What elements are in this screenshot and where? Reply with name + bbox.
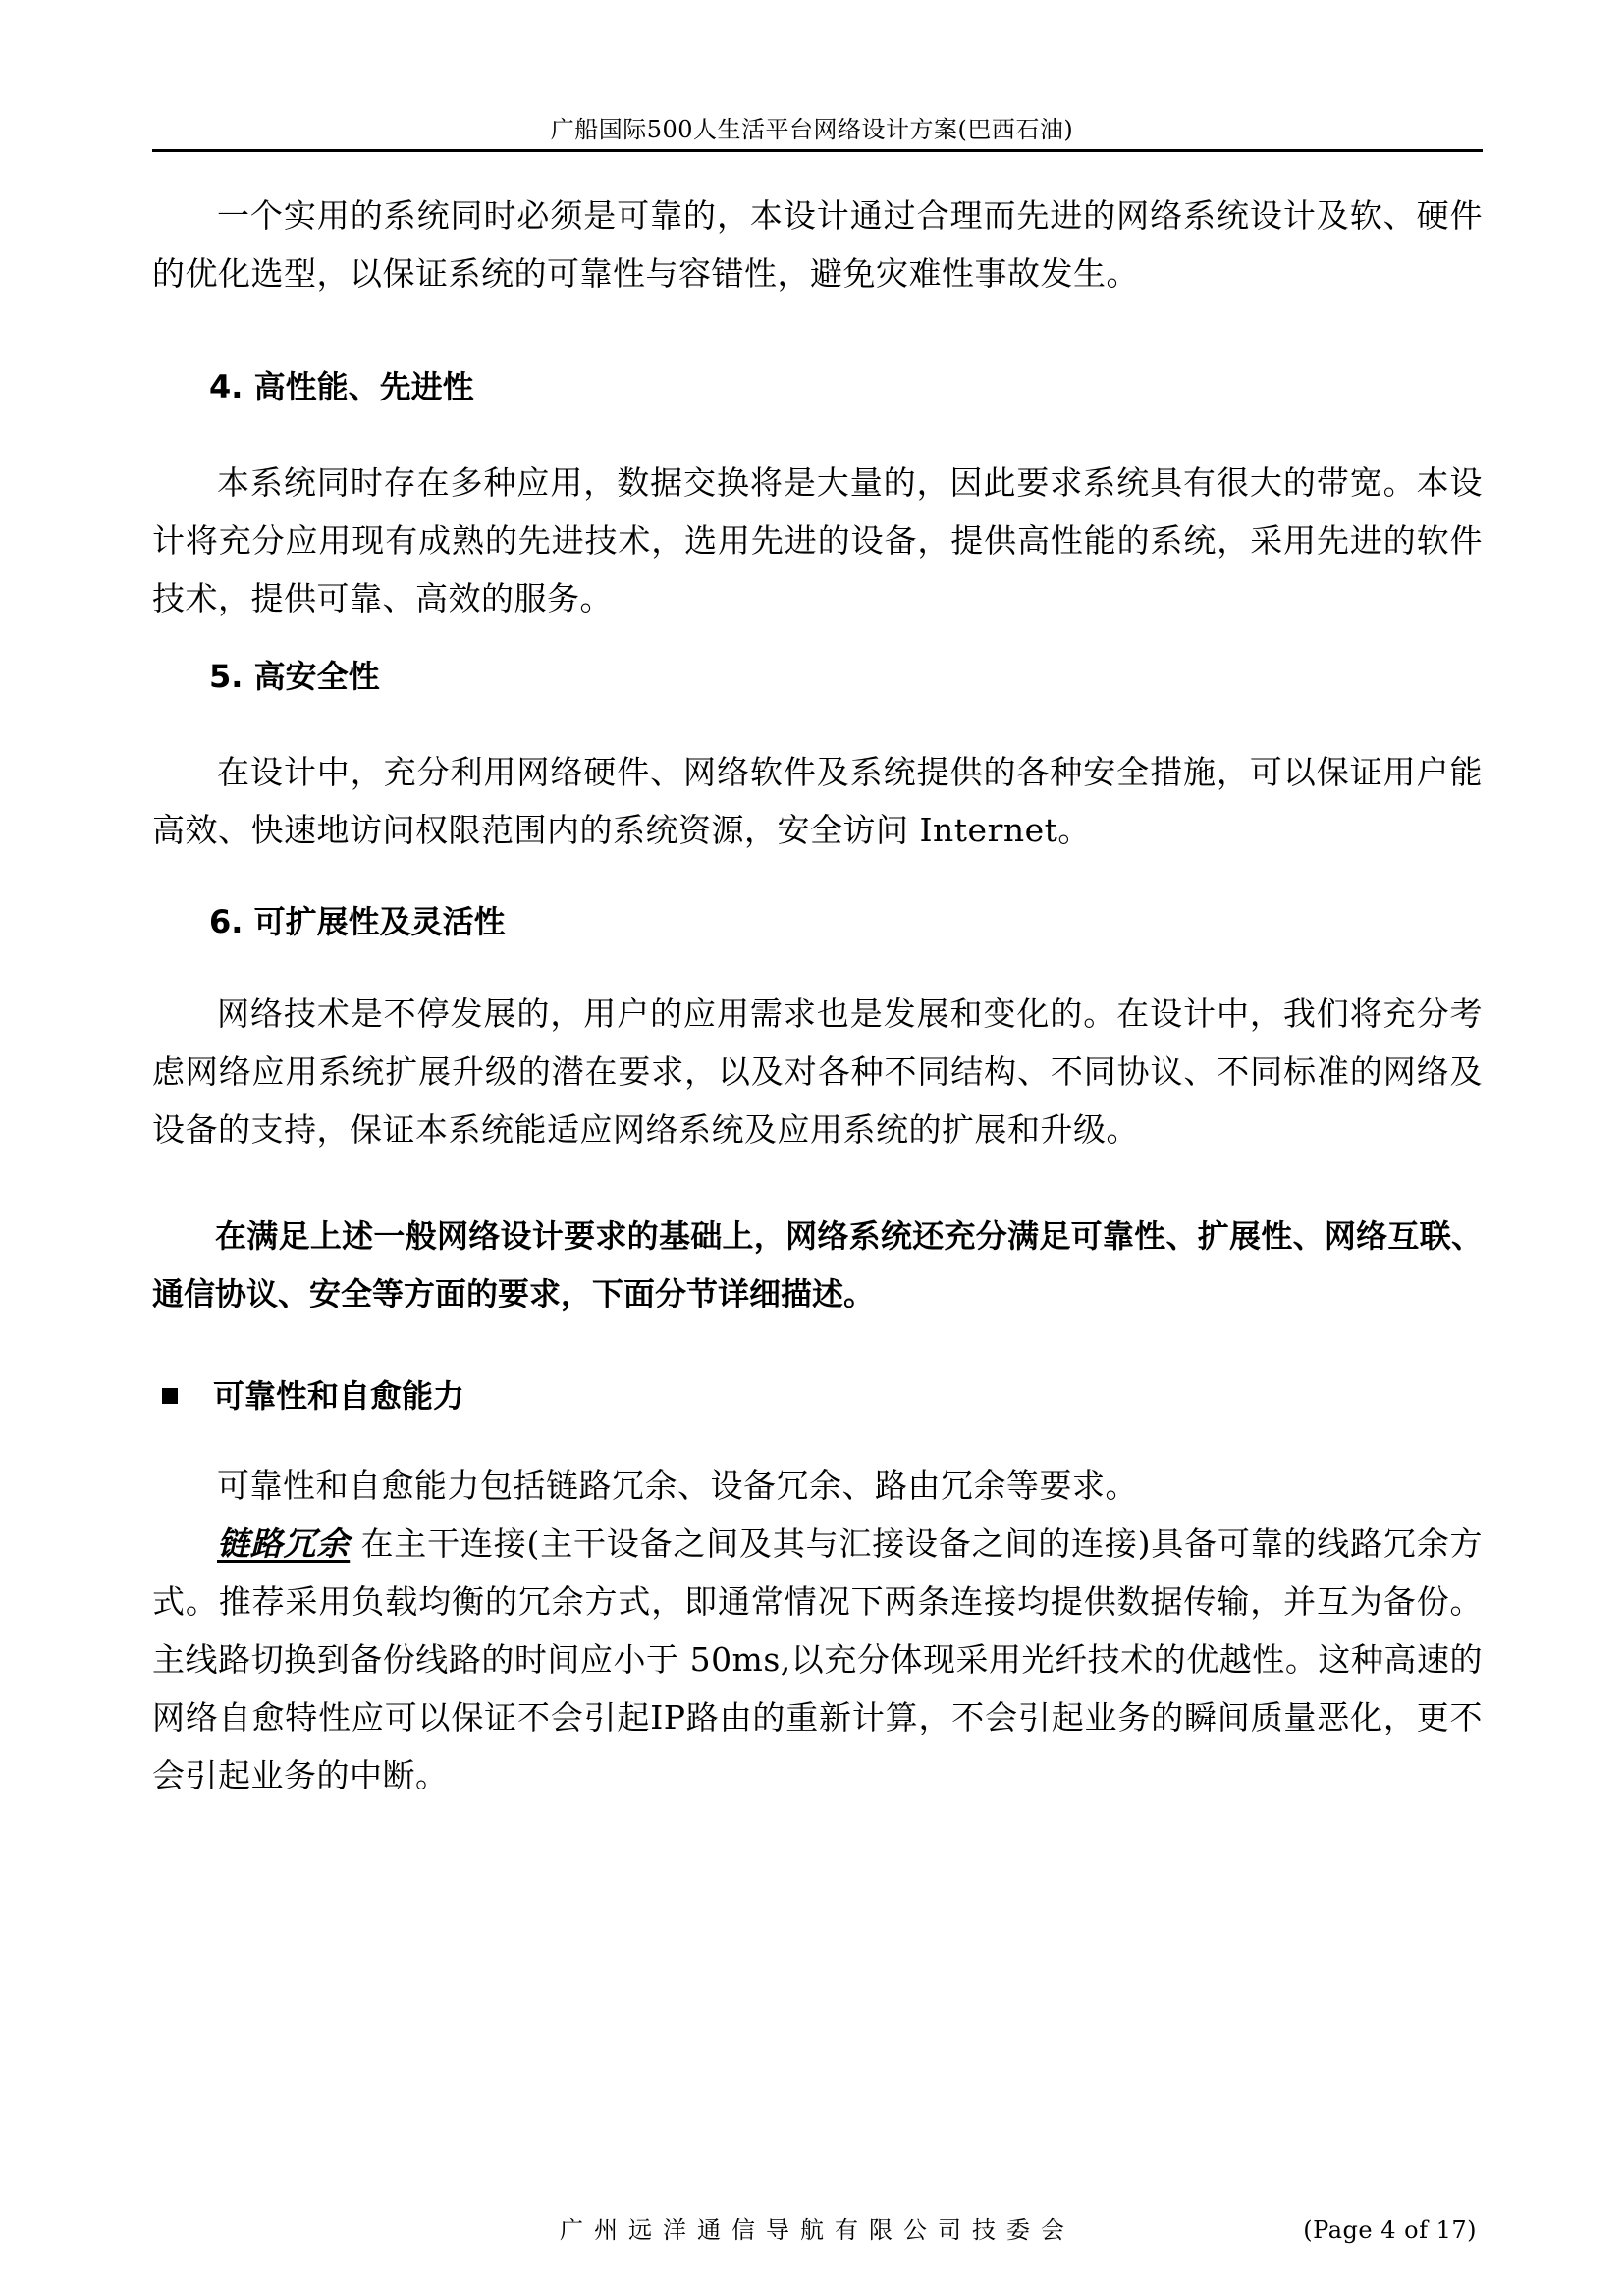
summary-bold-paragraph: 在满足上述一般网络设计要求的基础上，网络系统还充分满足可靠性、扩展性、网络互联、通信协议、安全等方面的要求，下面分节详细描述。 <box>152 1217 1483 1312</box>
square-bullet-icon <box>162 1388 178 1404</box>
header-divider <box>152 149 1483 152</box>
section-heading-security: 5. 高安全性 <box>209 658 380 695</box>
link-redundancy-paragraph <box>152 1515 1483 1804</box>
reliability-intro-paragraph: 一个实用的系统同时必须是可靠的，本设计通过合理而先进的网络系统设计及软、硬件的优化选型，以保证系统的可靠性与容错性，避免灾难性事故发生。 <box>152 196 1483 293</box>
section-heading-performance: 4. 高性能、先进性 <box>209 368 474 405</box>
link-redundancy-term: 链路冗余 <box>217 1524 351 1563</box>
footer-page-indicator: (Page 4 of 17) <box>1303 2216 1477 2244</box>
self-healing-intro-paragraph: 可靠性和自愈能力包括链路冗余、设备冗余、路由冗余等要求。 <box>217 1467 1138 1505</box>
page-header-title: 广船国际500人生活平台网络设计方案(巴西石油) <box>550 116 1074 143</box>
section-heading-scalability: 6. 可扩展性及灵活性 <box>209 903 506 940</box>
link-redundancy-text: 在主干连接(主干设备之间及其与汇接设备之间的连接)具备可靠的线路冗余方式。推荐采用负载均衡的冗余方式，即通常情况下两条连接均提供数据传输，并互为备份。主线路切换到备份线路的时间应小于 50ms,以充分体现采用光纤技术的优越性。这种高速的网络自愈特性应可以保证不会引起IP路由的重新计算，不会引起业务的瞬间质量恶化，更不会引起业务的中断。 <box>152 1524 1484 1794</box>
scalability-paragraph: 网络技术是不停发展的，用户的应用需求也是发展和变化的。在设计中，我们将充分考虑网络应用系统扩展升级的潜在要求，以及对各种不同结构、不同协议、不同标准的网络及设备的支持，保证本系统能适应网络系统及应用系统的扩展和升级。 <box>152 994 1483 1148</box>
footer-organization: 广州远洋通信导航有限公司技委会 <box>560 2216 1075 2244</box>
page-content <box>152 187 1483 1804</box>
security-paragraph: 在设计中，充分利用网络硬件、网络软件及系统提供的各种安全措施，可以保证用户能高效、快速地访问权限范围内的系统资源，安全访问 Internet。 <box>152 753 1483 849</box>
self-healing-heading-text: 可靠性和自愈能力 <box>213 1377 465 1415</box>
section-heading-self-healing <box>152 1372 1483 1419</box>
performance-paragraph: 本系统同时存在多种应用，数据交换将是大量的，因此要求系统具有很大的带宽。本设计将充分应用现有成熟的先进技术，选用先进的设备，提供高性能的系统，采用先进的软件技术，提供可靠、高效的服务。 <box>152 463 1483 617</box>
page-footer <box>152 2213 1483 2248</box>
